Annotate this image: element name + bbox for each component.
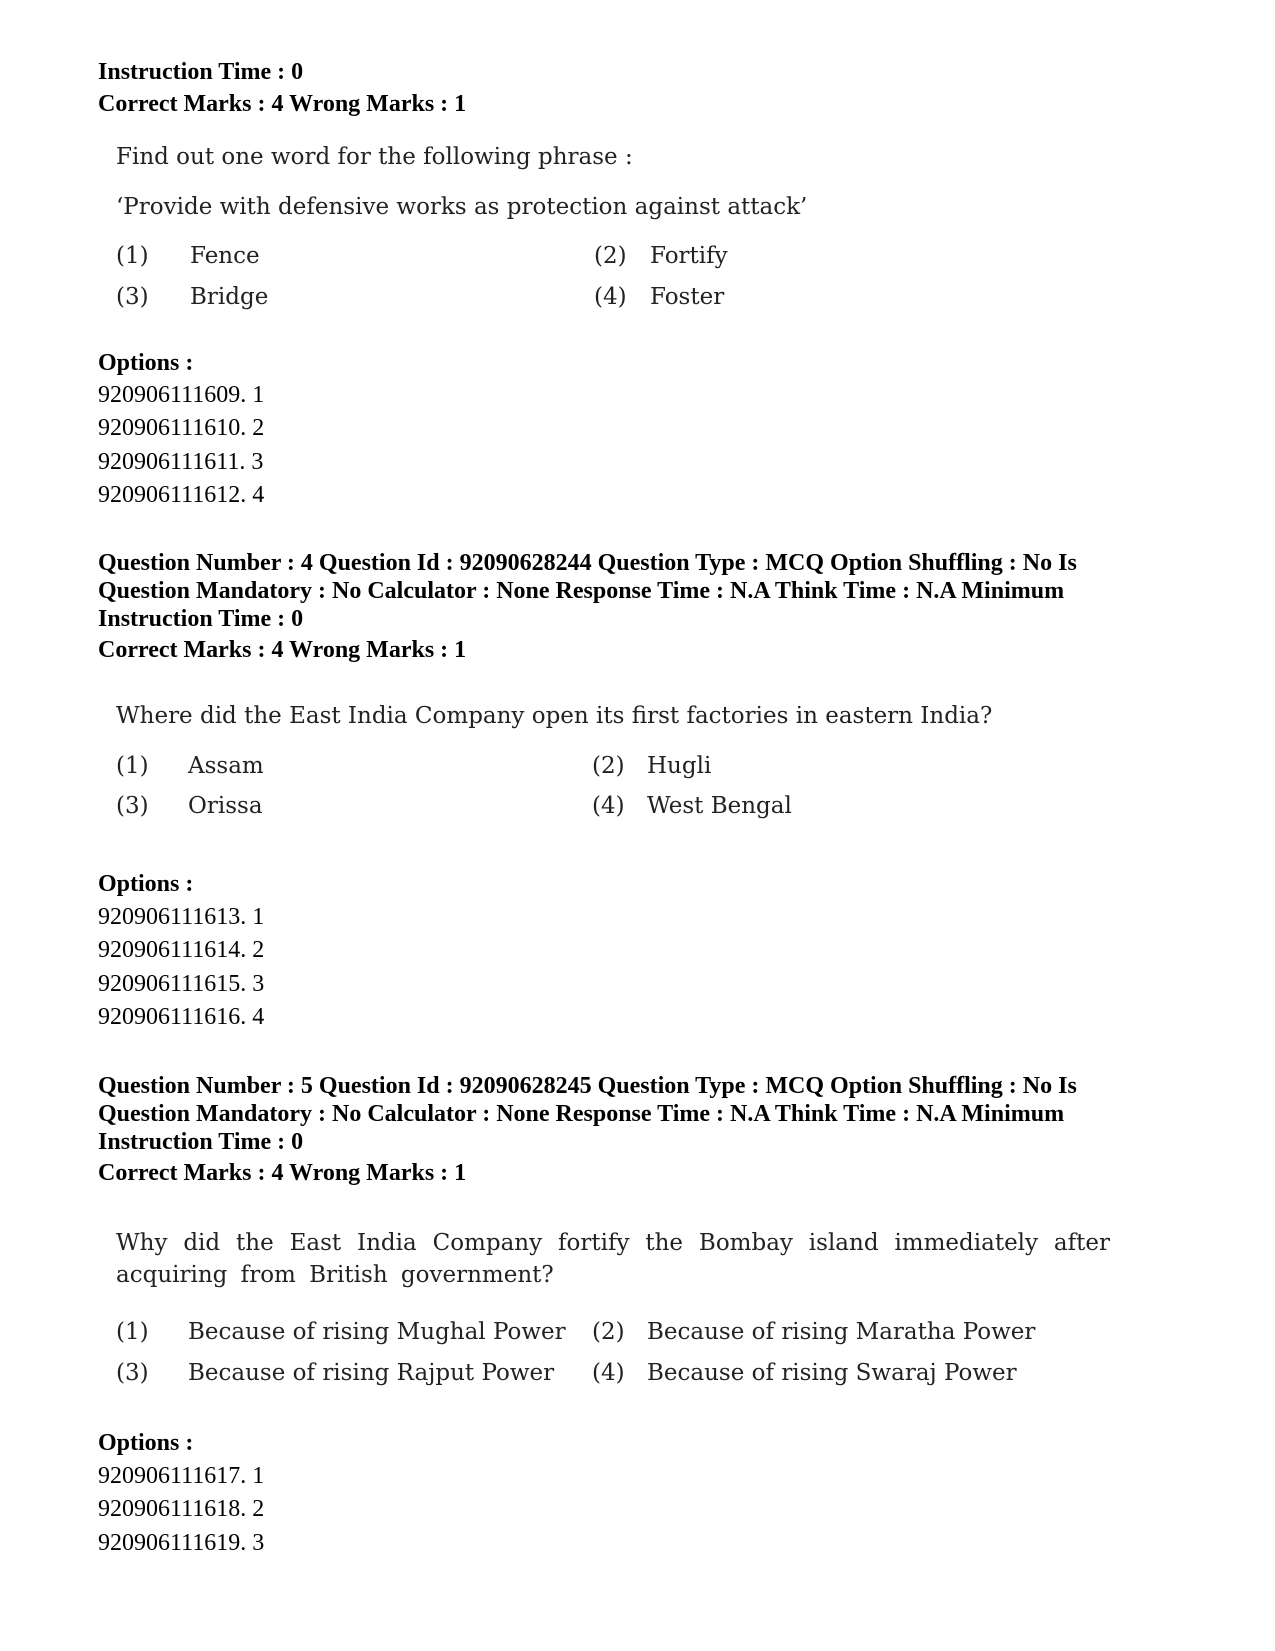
q5-choice-2-text: Because of rising Maratha Power — [647, 1319, 1036, 1345]
q3-option-1: 920906111609. 1 — [98, 382, 265, 408]
q3-marks: Correct Marks : 4 Wrong Marks : 1 — [98, 91, 467, 117]
q3-choice-2-text: Fortify — [650, 243, 728, 269]
q5-marks: Correct Marks : 4 Wrong Marks : 1 — [98, 1160, 467, 1186]
q5-choice-1-number: (1) — [116, 1319, 149, 1345]
q4-option-4: 920906111616. 4 — [98, 1004, 265, 1030]
q5-question: Why did the East India Company fortify the Bombay island immediately after acquiring from British government? — [116, 1230, 1110, 1288]
q3-choice-1-text: Fence — [190, 243, 260, 269]
q3-prompt: Find out one word for the following phrase : — [116, 144, 633, 170]
q3-option-4: 920906111612. 4 — [98, 482, 265, 508]
q5-choice-1-text: Because of rising Mughal Power — [188, 1319, 566, 1345]
q5-choice-2-number: (2) — [592, 1319, 625, 1345]
q4-choice-3-number: (3) — [116, 793, 149, 819]
q4-question: Where did the East India Company open its first factories in eastern India? — [116, 703, 993, 729]
q5-choice-4-number: (4) — [592, 1360, 625, 1386]
q3-choice-3-number: (3) — [116, 284, 149, 310]
q4-options-label: Options : — [98, 871, 194, 897]
q5-choice-4-text: Because of rising Swaraj Power — [647, 1360, 1017, 1386]
q3-options-label: Options : — [98, 350, 194, 376]
q5-option-2: 920906111618. 2 — [98, 1496, 265, 1522]
q4-option-2: 920906111614. 2 — [98, 937, 265, 963]
q3-choice-3-text: Bridge — [190, 284, 269, 310]
q5-options-label: Options : — [98, 1430, 194, 1456]
q3-phrase: ‘Provide with defensive works as protection against attack’ — [116, 194, 808, 220]
q3-choice-4-number: (4) — [594, 284, 627, 310]
q4-choice-3-text: Orissa — [188, 793, 263, 819]
q5-option-3: 920906111619. 3 — [98, 1530, 265, 1556]
q3-option-2: 920906111610. 2 — [98, 415, 265, 441]
q4-header: Question Number : 4 Question Id : 92090628244 Question Type : MCQ Option Shuffling : No Is Question Mandatory : No Calculator : None Response Time : N.A Think Time : N.A Minimum Instruction Time : 0 — [98, 550, 1077, 632]
q5-choice-3-text: Because of rising Rajput Power — [188, 1360, 555, 1386]
q4-option-3: 920906111615. 3 — [98, 971, 265, 997]
q5-choice-3-number: (3) — [116, 1360, 149, 1386]
q4-option-1: 920906111613. 1 — [98, 904, 265, 930]
q4-choice-4-number: (4) — [592, 793, 625, 819]
q3-choice-1-number: (1) — [116, 243, 149, 269]
q3-choice-2-number: (2) — [594, 243, 627, 269]
q5-header: Question Number : 5 Question Id : 92090628245 Question Type : MCQ Option Shuffling : No Is Question Mandatory : No Calculator : None Response Time : N.A Think Time : N.A Minimum Instruction Time : 0 — [98, 1073, 1077, 1155]
q4-marks: Correct Marks : 4 Wrong Marks : 1 — [98, 637, 467, 663]
q3-option-3: 920906111611. 3 — [98, 449, 264, 475]
q4-choice-4-text: West Bengal — [647, 793, 792, 819]
q4-choice-2-text: Hugli — [647, 753, 712, 779]
q4-choice-2-number: (2) — [592, 753, 625, 779]
q3-instruction-time: Instruction Time : 0 — [98, 59, 304, 85]
q3-choice-4-text: Foster — [650, 284, 725, 310]
q4-choice-1-text: Assam — [188, 753, 264, 779]
q4-choice-1-number: (1) — [116, 753, 149, 779]
q5-option-1: 920906111617. 1 — [98, 1463, 265, 1489]
